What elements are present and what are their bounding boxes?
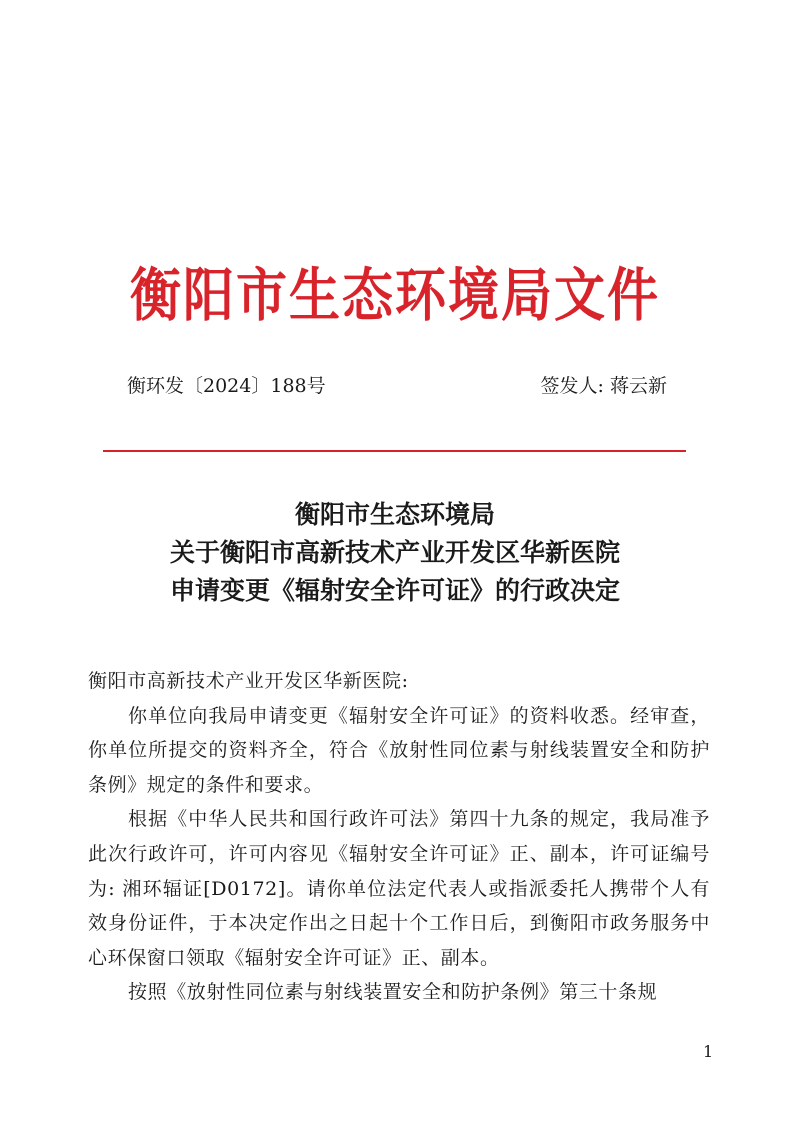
document-title xyxy=(0,496,790,610)
page-number: 1 xyxy=(703,1042,714,1061)
red-divider-rule xyxy=(103,450,686,452)
paragraph-3: 按照《放射性同位素与射线装置安全和防护条例》第三十条规 xyxy=(128,981,658,1004)
addressee: 衡阳市高新技术产业开发区华新医院: xyxy=(88,670,409,692)
document-number: 衡环发〔2024〕188号 xyxy=(127,375,326,397)
document-meta-row xyxy=(127,374,667,398)
document-body xyxy=(88,664,710,1010)
paragraph-1: 你单位向我局申请变更《辐射安全许可证》的资料收悉。经审查，你单位所提交的资料齐全，符合《放射性同位素与射线装置安全和防护条例》规定的条件和要求。 xyxy=(88,704,710,796)
signer: 签发人: 蒋云新 xyxy=(540,375,667,397)
title-line-1: 衡阳市生态环境局 xyxy=(294,500,495,529)
paragraph-2: 根据《中华人民共和国行政许可法》第四十九条的规定，我局准予此次行政许可，许可内容见《辐射安全许可证》正、副本，许可证编号为: 湘环辐证[D0172]。请你单位法定代表人或指派委托人携带个人有效身份证件，于本决定作出之日起十个工作日后，到衡阳市政务服务中心环保窗口领取《辐射安全许可证》正、副本。 xyxy=(88,808,710,969)
title-line-3: 申请变更《辐射安全许可证》的行政决定 xyxy=(169,576,620,605)
masthead-title: 衡阳市生态环境局文件 xyxy=(129,263,660,330)
title-line-2: 关于衡阳市高新技术产业开发区华新医院 xyxy=(169,538,620,567)
